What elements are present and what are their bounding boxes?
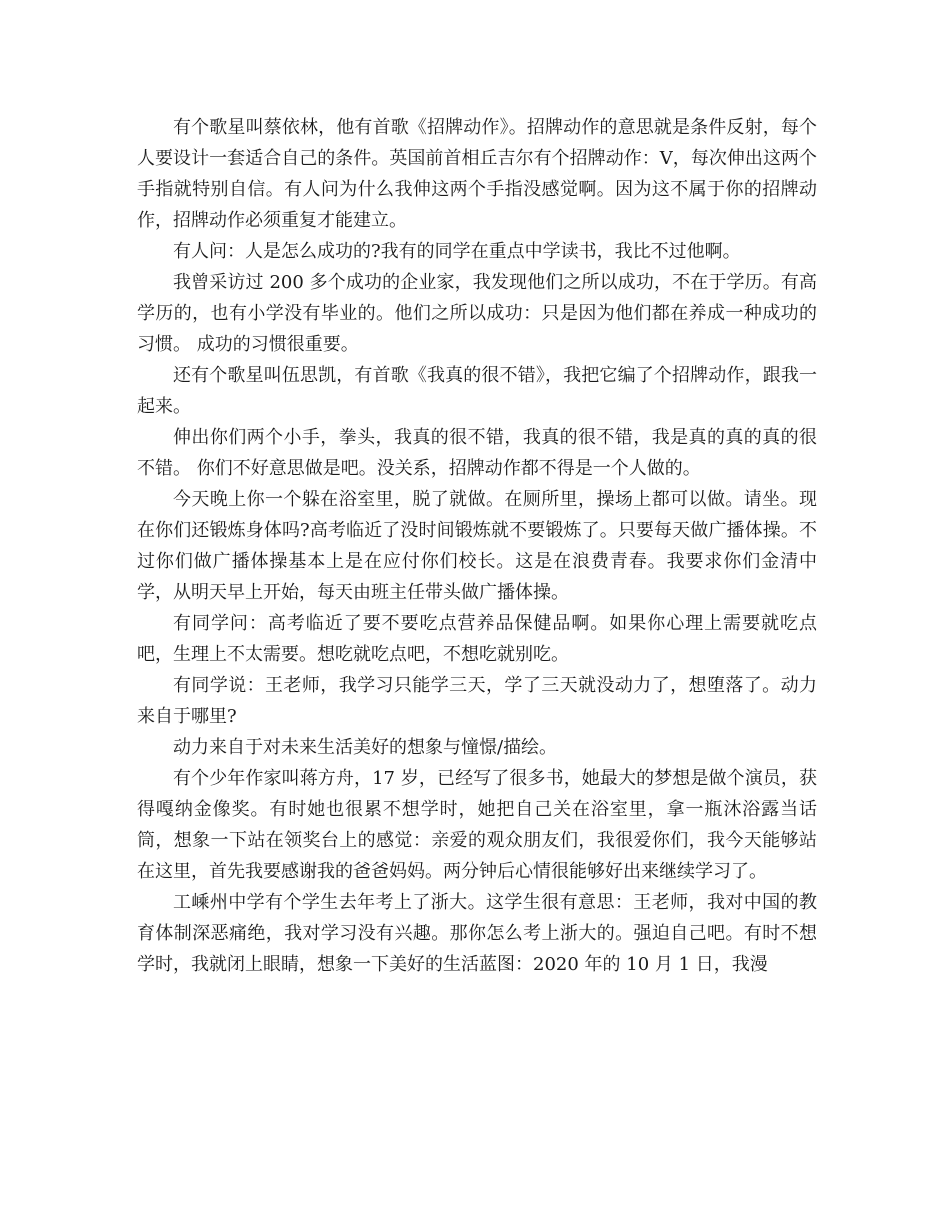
paragraph: 工嵊州中学有个学生去年考上了浙大。这学生很有意思：王老师，我对中国的教育体制深恶痛绝，我对学习没有兴趣。那你怎么考上浙大的。强迫自己吧。有时不想学时，我就闭上眼睛，想象一下美好的生活蓝图：2020 年的 10 月 1 日，我漫 [137,892,817,975]
paragraph: 还有个歌星叫伍思凯，有首歌《我真的很不错》，我把它编了个招牌动作，跟我一起来。 [137,365,817,417]
paragraph: 有同学问：高考临近了要不要吃点营养品保健品啊。如果你心理上需要就吃点吧，生理上不太需要。想吃就吃点吧，不想吃就别吃。 [137,613,817,665]
paragraph: 有同学说：王老师，我学习只能学三天，学了三天就没动力了，想堕落了。动力来自于哪里? [137,675,817,727]
paragraph: 有个歌星叫蔡依林，他有首歌《招牌动作》。招牌动作的意思就是条件反射，每个人要设计一套适合自己的条件。英国前首相丘吉尔有个招牌动作：V，每次伸出这两个手指就特别自信。有人问为什么我伸这两个手指没感觉啊。因为这不属于你的招牌动作，招牌动作必须重复才能建立。 [137,117,817,231]
paragraph: 伸出你们两个小手，拳头，我真的很不错，我真的很不错，我是真的真的真的很不错。 你们不好意思做是吧。没关系，招牌动作都不得是一个人做的。 [137,427,817,479]
paragraph: 有人问：人是怎么成功的?我有的同学在重点中学读书，我比不过他啊。 [173,241,741,262]
paragraph: 我曾采访过 200 多个成功的企业家，我发现他们之所以成功，不在于学历。有高学历的，也有小学没有毕业的。他们之所以成功：只是因为他们都在养成一种成功的习惯。 成功的习惯很重要。 [137,272,817,355]
document-body [137,112,817,980]
paragraph: 有个少年作家叫蒋方舟，17 岁，已经写了很多书，她最大的梦想是做个演员，获得嘎纳金像奖。有时她也很累不想学时，她把自己关在浴室里，拿一瓶沐浴露当话筒，想象一下站在领奖台上的感觉：亲爱的观众朋友们，我很爱你们，我今天能够站在这里，首先我要感谢我的爸爸妈妈。两分钟后心情很能够好出来继续学习了。 [137,768,817,882]
paragraph: 今天晚上你一个躲在浴室里，脱了就做。在厕所里，操场上都可以做。请坐。现在你们还锻炼身体吗?高考临近了没时间锻炼就不要锻炼了。只要每天做广播体操。不过你们做广播体操基本上是在应付你们校长。这是在浪费青春。我要求你们金清中学，从明天早上开始，每天由班主任带头做广播体操。 [137,489,817,603]
paragraph: 动力来自于对未来生活美好的想象与憧憬/描绘。 [173,737,558,758]
